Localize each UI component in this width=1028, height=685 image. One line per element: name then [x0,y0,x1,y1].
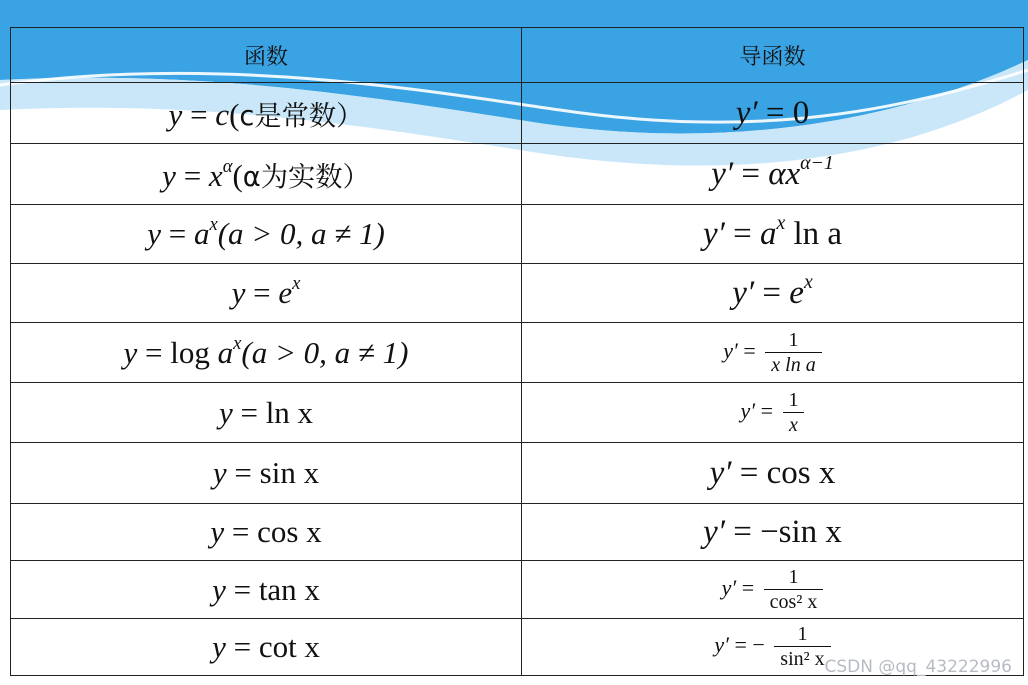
derivative-cell: y′ = $\frac{1}{\text{x ln a}}$ [522,323,1024,383]
derivative-cell: $y' = e^x$ [522,264,1024,323]
table-row [11,561,1024,619]
derivative-cell: y′ = $\frac{1}{\text{cos² x}}$ [522,561,1024,619]
table-row [11,264,1024,323]
function-cell: y = sin x [11,443,522,504]
table-row [11,443,1024,504]
function-cell: y = cot x [11,619,522,676]
table-row [11,205,1024,264]
table-header-row [11,28,1024,83]
table-row [11,383,1024,443]
function-cell: $y = \log a^x(a > 0$, a ≠ 1) [11,323,522,383]
fraction: $\frac{1}{\text{cos² x}}$ [764,566,824,614]
derivative-cell: y′ = −sin x [522,504,1024,561]
derivative-cell: y′ = 0 [522,83,1024,144]
table-row [11,323,1024,383]
table-row [11,504,1024,561]
function-cell: y = ln x [11,383,522,443]
function-cell: $y = a^x(a > 0$, a ≠ 1) [11,205,522,264]
fraction: $\frac{1}{\text{sin² x}}$ [774,623,830,671]
derivative-cell: $y' = a^x$ ln a [522,205,1024,264]
fraction: $\frac{1}{x}$ [783,389,805,437]
derivative-cell: y′ = $\frac{1}{x}$ [522,383,1024,443]
fraction: $\frac{1}{\text{x ln a}}$ [765,329,821,377]
function-cell: y = tan x [11,561,522,619]
function-cell: y = cos x [11,504,522,561]
derivative-cell: y′ = cos x [522,443,1024,504]
table-row [11,144,1024,205]
header-derivative: 导函数 [522,28,1024,83]
function-cell: $y = e^x$ [11,264,522,323]
watermark: CSDN @qq_43222996 [824,657,1012,677]
function-cell: $y = x^\alpha(\alpha$为实数） [11,144,522,205]
derivative-cell: $y' = \alpha x^{\alpha-1}$ [522,144,1024,205]
header-function: 函数 [11,28,522,83]
table-row [11,83,1024,144]
derivative-cell: y′ = − $\frac{1}{\text{sin² x}}$ [522,619,1024,676]
derivative-table [10,27,1024,676]
function-cell: y = c(c是常数） [11,83,522,144]
